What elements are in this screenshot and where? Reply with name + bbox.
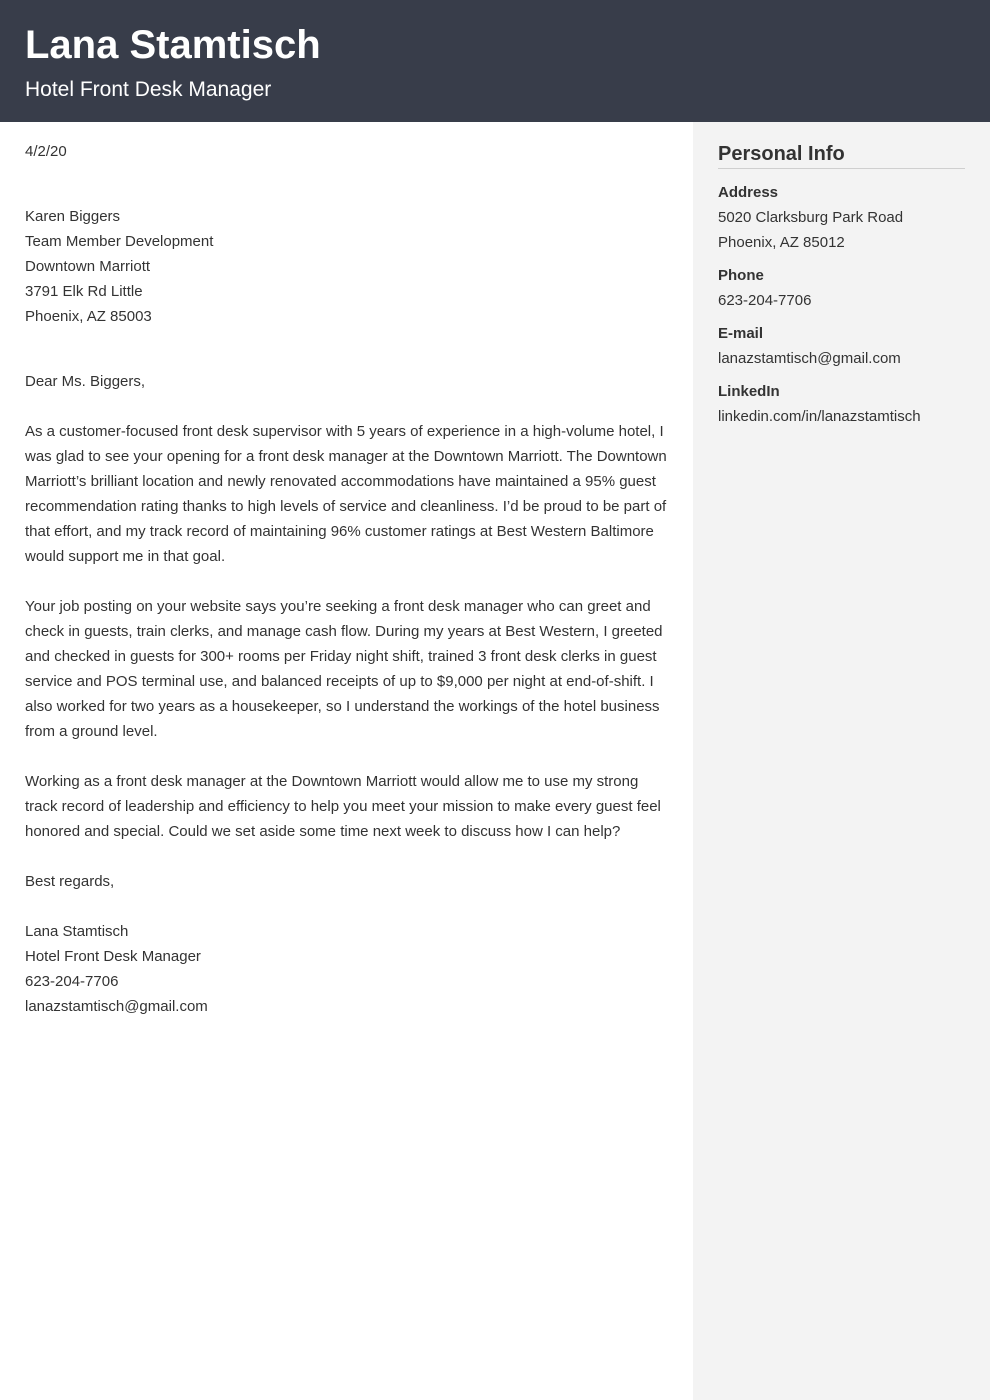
letter-paragraph: As a customer-focused front desk supervisor with 5 years of experience in a high-volume hotel, I was glad to see your opening for a front desk manager at the Downtown Marriott. The Downtown Marriott’s brilliant location and newly renovated accommodations have maintained a 95% guest recommendation rating thanks to high levels of service and cleanliness. I’d be proud to be part of that effort, and my track record of maintaining 96% customer ratings at Best Western Baltimore would support me in that goal. — [25, 423, 667, 565]
letter-date: 4/2/20 — [25, 143, 67, 160]
signature-line: lanazstamtisch@gmail.com — [25, 998, 208, 1015]
linkedin-value: linkedin.com/in/lanazstamtisch — [718, 408, 921, 425]
email-label: E-mail — [718, 325, 764, 342]
letter-body — [0, 122, 693, 1400]
address-group — [718, 180, 965, 255]
applicant-name: Lana Stamtisch — [25, 23, 321, 67]
address-line: Phoenix, AZ 85012 — [718, 234, 845, 251]
personal-info-sidebar — [693, 122, 990, 1400]
signature-line: Hotel Front Desk Manager — [25, 948, 201, 965]
linkedin-group — [718, 379, 965, 429]
phone-group — [718, 263, 965, 313]
phone-label: Phone — [718, 267, 764, 284]
letter-paragraph: Your job posting on your website says you’re seeking a front desk manager who can greet and check in guests, train clerks, and manage cash flow. During my years at Best Western, I greeted and checked in guests for 300+ rooms per Friday night shift, trained 3 front desk clerks in guest service and POS terminal use, and balanced receipts of up to $9,000 per night at end-of-shift. I also worked for two years as a housekeeper, so I understand the workings of the hotel business from a ground level. — [25, 598, 663, 740]
applicant-title: Hotel Front Desk Manager — [25, 78, 272, 101]
recipient-line: 3791 Elk Rd Little — [25, 283, 143, 300]
signature-line: Lana Stamtisch — [25, 923, 129, 940]
resume-header — [0, 0, 990, 122]
linkedin-label: LinkedIn — [718, 383, 780, 400]
recipient-line: Team Member Development — [25, 233, 214, 250]
address-label: Address — [718, 184, 779, 201]
phone-value: 623-204-7706 — [718, 292, 812, 309]
address-line: 5020 Clarksburg Park Road — [718, 209, 904, 226]
recipient-line: Downtown Marriott — [25, 258, 151, 275]
email-value: lanazstamtisch@gmail.com — [718, 350, 901, 367]
salutation: Dear Ms. Biggers, — [25, 373, 146, 390]
recipient-line: Karen Biggers — [25, 208, 121, 225]
closing: Best regards, — [25, 873, 115, 890]
signature-block — [25, 919, 668, 1019]
recipient-block — [25, 204, 668, 329]
email-group — [718, 321, 965, 371]
sidebar-title: Personal Info — [718, 141, 965, 169]
letter-paragraph: Working as a front desk manager at the Downtown Marriott would allow me to use my strong track record of leadership and efficiency to help you meet your mission to make every guest feel honored and special. Could we set aside some time next week to discuss how I can help? — [25, 773, 661, 840]
signature-line: 623-204-7706 — [25, 973, 119, 990]
recipient-line: Phoenix, AZ 85003 — [25, 308, 152, 325]
